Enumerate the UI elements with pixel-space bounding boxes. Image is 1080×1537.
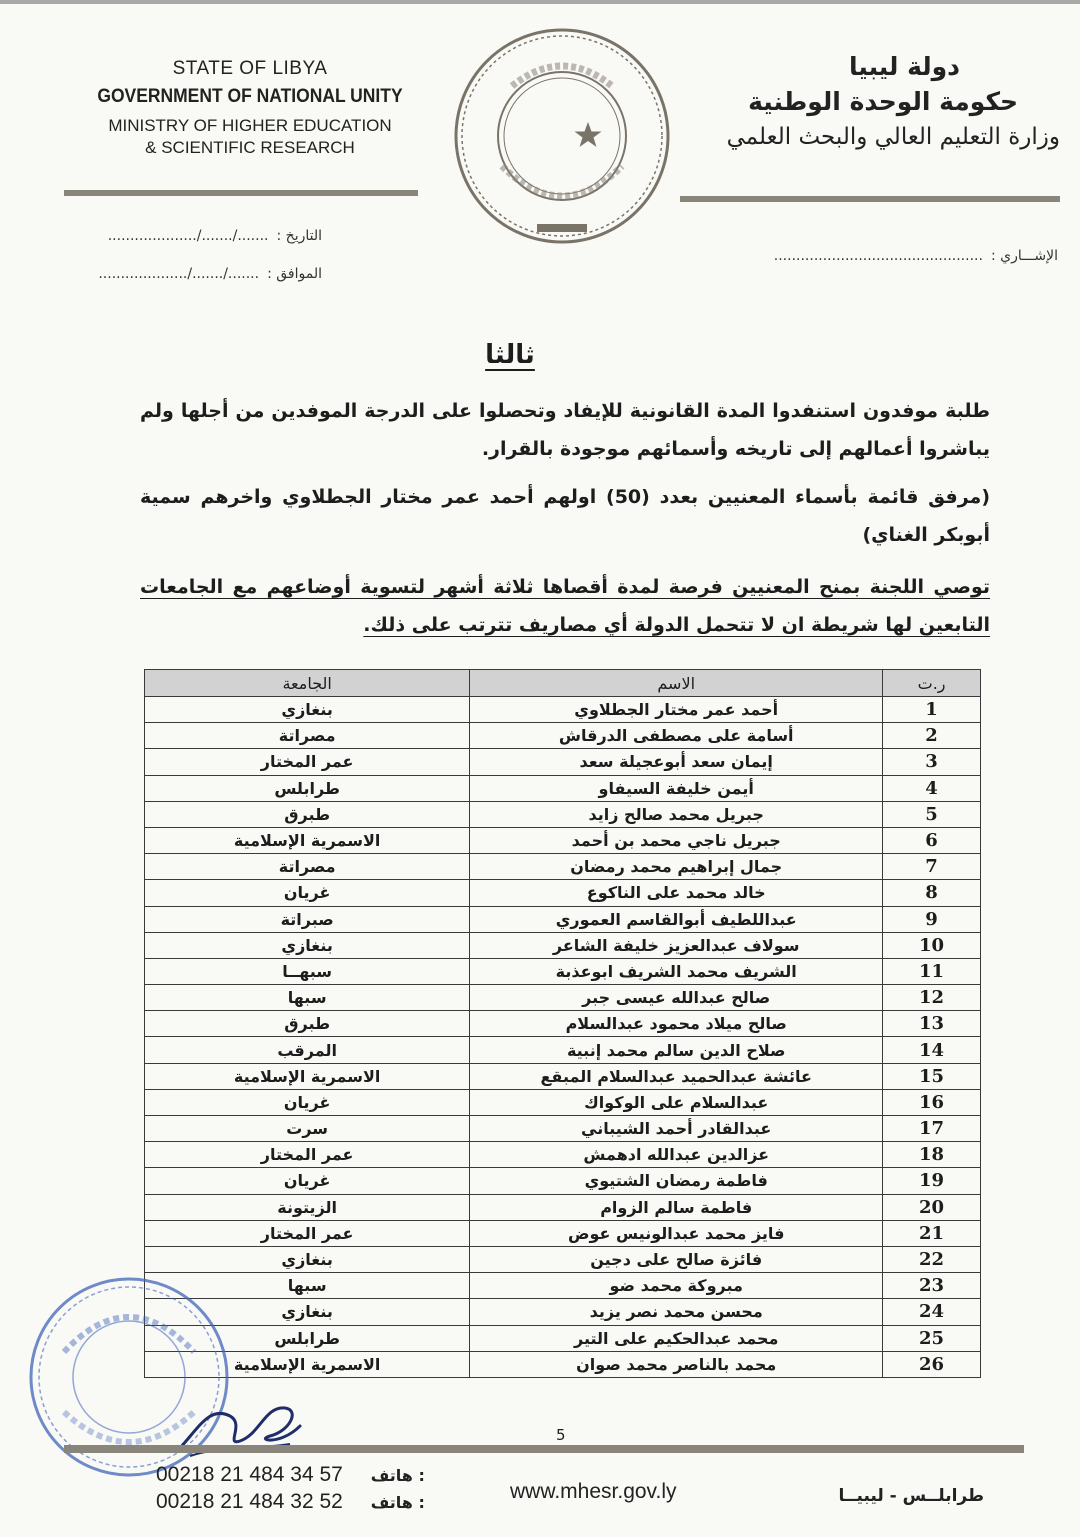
state-name-en: STATE OF LIBYA [172, 58, 328, 79]
student-name-cell: جبريل ناجي محمد بن أحمد [470, 827, 883, 853]
ministry-name-en-line2: & SCIENTIFIC RESEARCH [145, 138, 355, 157]
phone-label-1: هاتف : [370, 1466, 425, 1485]
row-number-cell: 12 [883, 985, 981, 1011]
student-name-cell: عزالدين عبدالله ادهمش [470, 1142, 883, 1168]
university-cell: مصراتة [145, 723, 470, 749]
university-cell: الزيتونة [145, 1194, 470, 1220]
student-name-cell: محمد بالناصر محمد صوان [470, 1351, 883, 1377]
reference-label: الإشـــاري : [990, 248, 1058, 264]
row-number-cell: 24 [883, 1299, 981, 1325]
column-header-university: الجامعة [145, 670, 470, 697]
student-name-cell: عبدالسلام على الوكواك [470, 1089, 883, 1115]
paragraph-students: طلبة موفدون استنفدوا المدة القانونية للإيفاد وتحصلوا على الدرجة الموفدين من أجلها ولم يباشروا أعمالهم إلى تاريخه وأسمائهم موجودة بالقرار. [140, 400, 990, 460]
column-header-num: ر.ت [883, 670, 981, 697]
student-name-cell: فايز محمد عبدالونيس عوض [470, 1220, 883, 1246]
table-row [145, 1220, 981, 1246]
table-row [145, 1194, 981, 1220]
university-cell: بنغازي [145, 1299, 470, 1325]
row-number-cell: 1 [883, 697, 981, 723]
phone-label-2: هاتف : [370, 1493, 425, 1512]
student-name-cell: خالد محمد على الناكوع [470, 880, 883, 906]
university-cell: غريان [145, 880, 470, 906]
government-name-en: GOVERNMENT OF NATIONAL UNITY [97, 86, 403, 107]
date-value: ......./......./.................... [107, 228, 269, 244]
table-row [145, 749, 981, 775]
student-name-cell: أسامة على مصطفى الدرقاش [470, 723, 883, 749]
student-name-cell: صالح ميلاد محمود عبدالسلام [470, 1011, 883, 1037]
footer-rule [64, 1445, 1024, 1453]
table-row [145, 1116, 981, 1142]
university-cell: غريان [145, 1168, 470, 1194]
table-row [145, 1037, 981, 1063]
row-number-cell: 6 [883, 827, 981, 853]
student-name-cell: إيمان سعد أبوعجيلة سعد [470, 749, 883, 775]
state-name-ar: دولة ليبيا [848, 52, 960, 81]
student-name-cell: جبريل محمد صالح زايد [470, 801, 883, 827]
table-row [145, 1246, 981, 1272]
student-name-cell: صالح عبدالله عيسى جبر [470, 985, 883, 1011]
column-header-name: الاسم [470, 670, 883, 697]
row-number-cell: 21 [883, 1220, 981, 1246]
university-cell: سرت [145, 1116, 470, 1142]
reference-field [774, 248, 1058, 264]
row-number-cell: 22 [883, 1246, 981, 1272]
table-row [145, 697, 981, 723]
ministry-name-en-line1: MINISTRY OF HIGHER EDUCATION [108, 116, 392, 135]
row-number-cell: 4 [883, 775, 981, 801]
university-cell: عمر المختار [145, 749, 470, 775]
table-row [145, 906, 981, 932]
university-cell: بنغازي [145, 697, 470, 723]
table-row [145, 985, 981, 1011]
row-number-cell: 15 [883, 1063, 981, 1089]
university-cell: الاسمرية الإسلامية [145, 1063, 470, 1089]
university-cell: طبرق [145, 1011, 470, 1037]
city-address: طرابلــس - ليبيــا [838, 1486, 984, 1506]
student-name-cell: الشريف محمد الشريف ابوعذبة [470, 958, 883, 984]
phone-line-1 [156, 1463, 425, 1487]
row-number-cell: 9 [883, 906, 981, 932]
table-header-row [145, 670, 981, 697]
university-cell: مصراتة [145, 854, 470, 880]
table-row [145, 1168, 981, 1194]
letter-body [140, 340, 990, 654]
table-row [145, 1142, 981, 1168]
row-number-cell: 20 [883, 1194, 981, 1220]
university-cell: سبها [145, 1273, 470, 1299]
website-link[interactable]: www.mhesr.gov.ly [510, 1480, 677, 1503]
corresponding-value: ......./......./.................... [98, 266, 260, 282]
student-name-cell: عائشة عبدالحميد عبدالسلام المبقع [470, 1063, 883, 1089]
university-cell: صبراتة [145, 906, 470, 932]
student-name-cell: محسن محمد نصر يزيد [470, 1299, 883, 1325]
signature-icon [170, 1386, 310, 1466]
row-number-cell: 3 [883, 749, 981, 775]
students-table [144, 669, 981, 1378]
university-cell: طرابلس [145, 1325, 470, 1351]
section-title: ثالثا [485, 340, 535, 370]
table-row [145, 1011, 981, 1037]
university-cell: بنغازي [145, 1246, 470, 1272]
row-number-cell: 8 [883, 880, 981, 906]
paragraph-attachment: (مرفق قائمة بأسماء المعنيين بعدد (50) اولهم أحمد عمر مختار الجطلاوي واخرهم سمية أبوبكر الغناي) [140, 486, 990, 546]
row-number-cell: 10 [883, 932, 981, 958]
ministry-name-ar: وزارة التعليم العالي والبحث العلمي [726, 124, 1060, 150]
row-number-cell: 2 [883, 723, 981, 749]
table-row [145, 854, 981, 880]
phone-number-2: 00218 21 484 32 52 [156, 1490, 343, 1513]
table-row [145, 1325, 981, 1351]
student-name-cell: صلاح الدين سالم محمد إنبية [470, 1037, 883, 1063]
table-row [145, 723, 981, 749]
student-name-cell: مبروكة محمد ضو [470, 1273, 883, 1299]
table-row [145, 1273, 981, 1299]
row-number-cell: 17 [883, 1116, 981, 1142]
university-cell: الاسمرية الإسلامية [145, 827, 470, 853]
table-row [145, 1351, 981, 1377]
reference-value: ............................................... [773, 248, 983, 264]
table-row [145, 1299, 981, 1325]
student-name-cell: عبدالقادر أحمد الشيباني [470, 1116, 883, 1142]
row-number-cell: 7 [883, 854, 981, 880]
university-cell: طرابلس [145, 775, 470, 801]
table-row [145, 775, 981, 801]
row-number-cell: 16 [883, 1089, 981, 1115]
row-number-cell: 23 [883, 1273, 981, 1299]
corresponding-date-field [98, 266, 322, 282]
row-number-cell: 11 [883, 958, 981, 984]
student-name-cell: سولاف عبدالعزيز خليفة الشاعر [470, 932, 883, 958]
student-name-cell: أيمن خليفة السيفاو [470, 775, 883, 801]
phone-number-1: 00218 21 484 34 57 [156, 1463, 343, 1486]
table-row [145, 958, 981, 984]
university-cell: سبها [145, 985, 470, 1011]
table-row [145, 827, 981, 853]
student-name-cell: فائزة صالح على دجين [470, 1246, 883, 1272]
phone-line-2 [156, 1490, 425, 1514]
university-cell: عمر المختار [145, 1142, 470, 1168]
student-name-cell: محمد عبدالحكيم على التير [470, 1325, 883, 1351]
row-number-cell: 13 [883, 1011, 981, 1037]
table-row [145, 880, 981, 906]
date-field [108, 228, 322, 244]
university-cell: بنغازي [145, 932, 470, 958]
table-row [145, 1089, 981, 1115]
header-rule-left [64, 190, 418, 196]
row-number-cell: 18 [883, 1142, 981, 1168]
table-row [145, 1063, 981, 1089]
student-name-cell: جمال إبراهيم محمد رمضان [470, 854, 883, 880]
corresponding-label: الموافق : [267, 266, 322, 282]
student-name-cell: أحمد عمر مختار الجطلاوي [470, 697, 883, 723]
row-number-cell: 5 [883, 801, 981, 827]
arabic-letterhead [640, 52, 1060, 150]
row-number-cell: 26 [883, 1351, 981, 1377]
government-name-ar: حكومة الوحدة الوطنية [748, 87, 1018, 116]
table-row [145, 932, 981, 958]
english-letterhead [70, 58, 430, 158]
university-cell: عمر المختار [145, 1220, 470, 1246]
row-number-cell: 14 [883, 1037, 981, 1063]
date-label: التاريخ : [276, 228, 322, 244]
row-number-cell: 19 [883, 1168, 981, 1194]
student-name-cell: فاطمة سالم الزوام [470, 1194, 883, 1220]
university-cell: طبرق [145, 801, 470, 827]
page-number: 5 [556, 1426, 566, 1444]
ministry-seal-icon [452, 26, 672, 246]
top-edge-line [0, 0, 1080, 4]
university-cell: المرقب [145, 1037, 470, 1063]
row-number-cell: 25 [883, 1325, 981, 1351]
university-cell: غريان [145, 1089, 470, 1115]
university-cell: الاسمرية الإسلامية [145, 1351, 470, 1377]
header-rule-right [680, 196, 1060, 202]
student-name-cell: عبداللطيف أبوالقاسم العموري [470, 906, 883, 932]
university-cell: سبهــا [145, 958, 470, 984]
paragraph-recommendation: توصي اللجنة بمنح المعنيين فرصة لمدة أقصاها ثلاثة أشهر لتسوية أوضاعهم مع الجامعات التابعين لها شريطة ان لا تتحمل الدولة أي مصاريف تترتب على ذلك. [140, 576, 990, 636]
table-row [145, 801, 981, 827]
student-name-cell: فاطمة رمضان الشتيوي [470, 1168, 883, 1194]
